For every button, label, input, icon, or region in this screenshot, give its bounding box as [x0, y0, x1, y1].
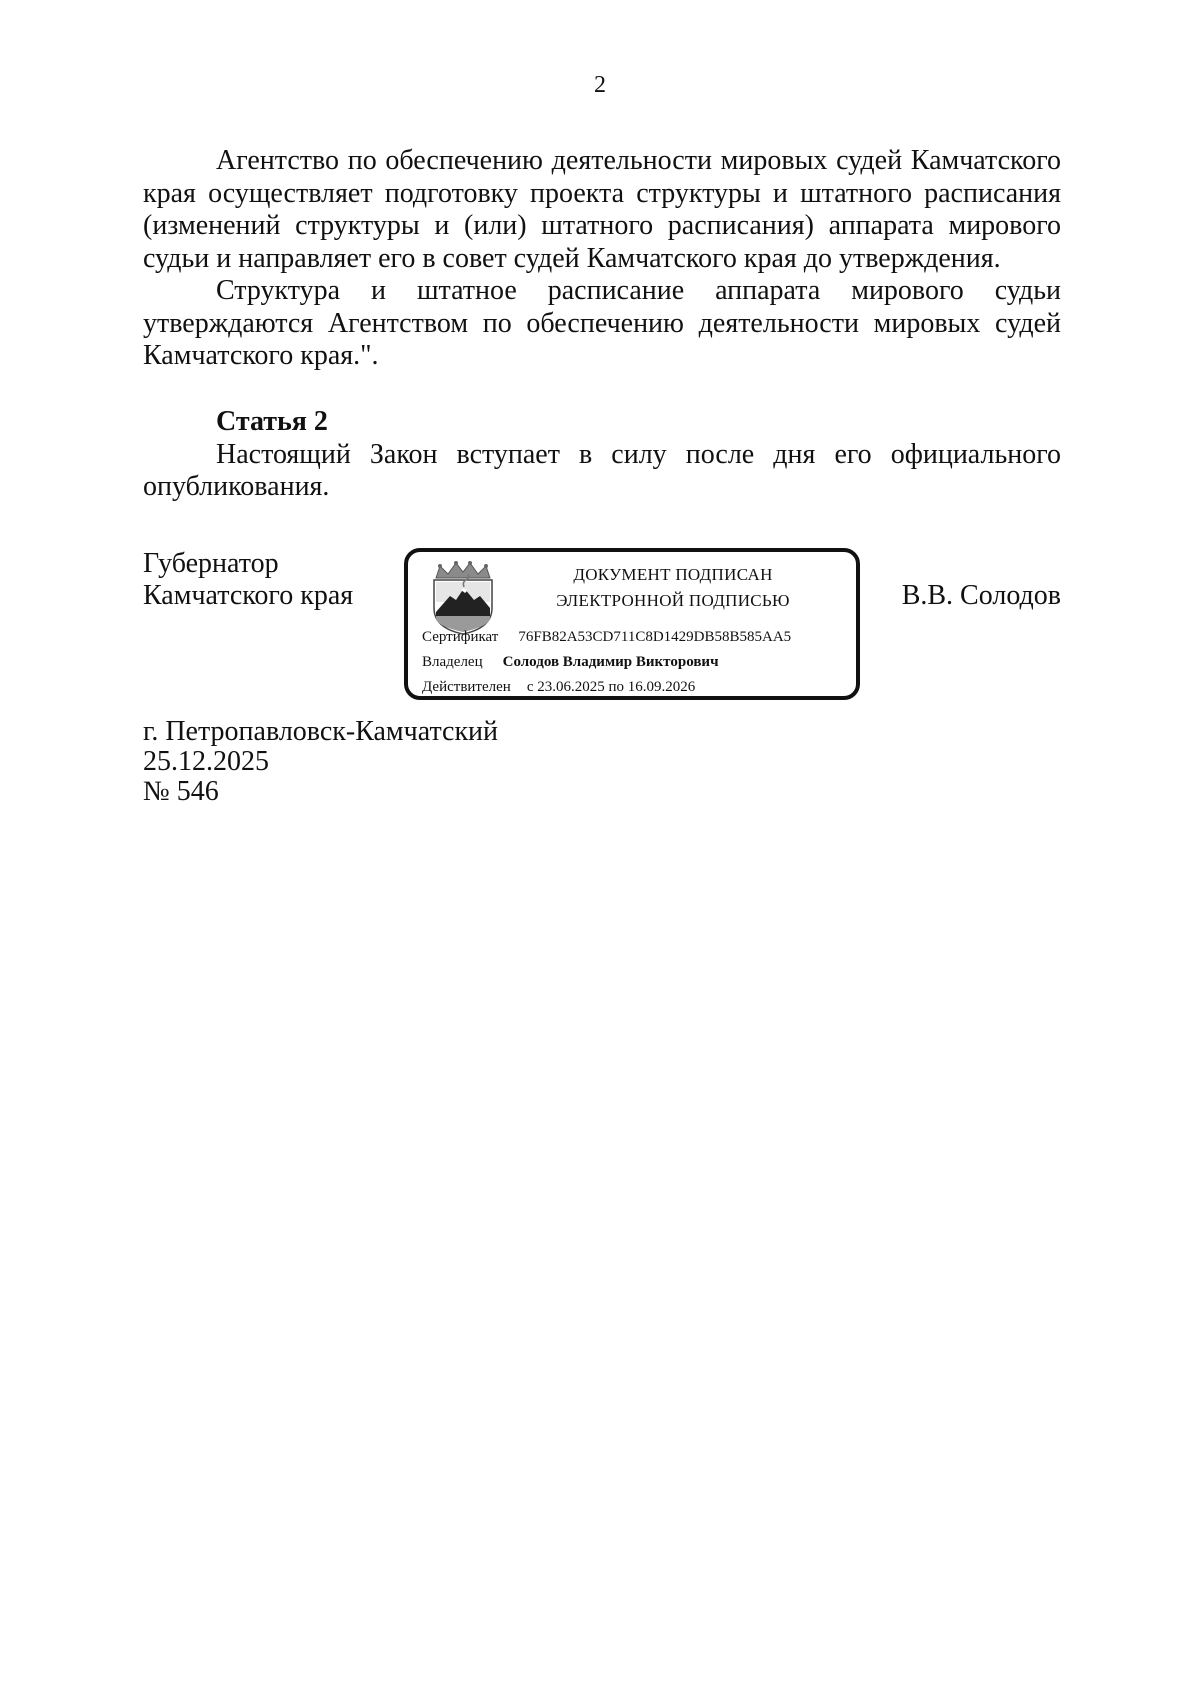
owner-row	[422, 654, 719, 671]
paragraph-agency: Агентство по обеспечению деятельности мировых судей Камчатского края осуществляет подготовку проекта структуры и штатного расписания (изменений структуры и (или) штатного расписания) аппарата мирового судьи и направляет его в совет судей Камчатского края до утверждения.	[143, 145, 1061, 274]
paragraph-structure: Структура и штатное расписание аппарата мирового судьи утверждаются Агентством по обеспечению деятельности мировых судей Камчатского края.".	[143, 275, 1061, 371]
stamp-title	[503, 562, 843, 614]
article-text: Настоящий Закон вступает в силу после дня его официального опубликования.	[143, 438, 1061, 502]
page-number: 2	[594, 72, 606, 98]
validity-value: с 23.06.2025 по 16.09.2026	[526, 679, 696, 695]
validity-label: Действителен	[422, 679, 511, 695]
article-heading: Статья 2	[216, 406, 328, 437]
validity-row	[422, 679, 695, 696]
date: 25.12.2025	[143, 746, 269, 777]
body-text	[143, 145, 1061, 373]
place: г. Петропавловск-Камчатский	[143, 716, 499, 747]
place-and-date	[143, 717, 498, 807]
certificate-row	[422, 629, 791, 646]
certificate-value: 76FB82A53CD711C8D1429DB58B585AA5	[518, 629, 792, 645]
owner-label: Владелец	[422, 654, 483, 670]
position-line-2: Камчатского края	[143, 580, 354, 611]
document-number: № 546	[143, 776, 219, 807]
stamp-title-line-1: ДОКУМЕНТ ПОДПИСАН	[573, 565, 773, 584]
signatory-position	[143, 548, 353, 612]
signatory-name: В.В. Солодов	[901, 580, 1061, 611]
article-2	[143, 406, 1061, 504]
kamchatka-coat-of-arms-icon	[428, 560, 498, 635]
stamp-title-line-2: ЭЛЕКТРОННОЙ ПОДПИСЬЮ	[556, 591, 790, 610]
electronic-signature-stamp	[404, 548, 860, 700]
owner-value: Солодов Владимир Викторович	[502, 654, 719, 670]
certificate-label: Сертификат	[422, 629, 499, 645]
position-line-1: Губернатор	[143, 548, 279, 579]
